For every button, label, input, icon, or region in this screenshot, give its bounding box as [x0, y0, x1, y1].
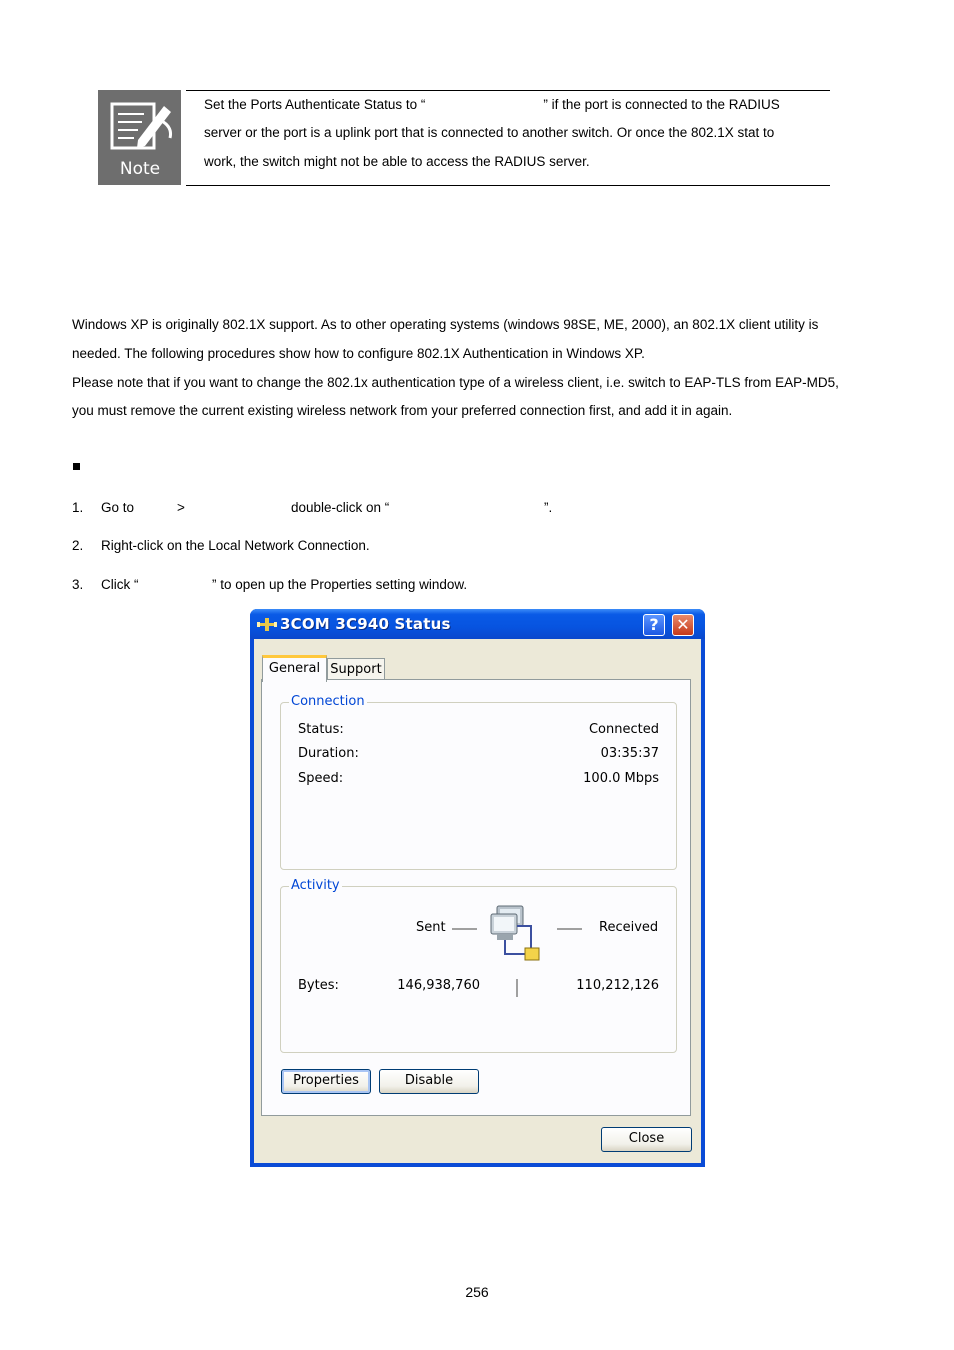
body-paragraph-1: Windows XP is originally 802.1X support. As to other operating systems (windows 98SE, ME, 2000), an 802.1X client utility is — [72, 317, 819, 332]
body-paragraph-3: Please note that if you want to change the 802.1x authentication type of a wireless client, i.e. switch to EAP-TLS from EAP-MD5, — [72, 375, 839, 390]
window-title: 3COM 3C940 Status — [280, 615, 451, 633]
duration-key: Duration: — [298, 746, 359, 761]
note-icon-label: Note — [119, 159, 161, 179]
duration-value: 03:35:37 — [600, 746, 659, 761]
window-titlebar[interactable] — [250, 609, 705, 639]
speed-key: Speed: — [298, 771, 344, 786]
step-1-text-b: > — [177, 500, 185, 515]
status-value: Connected — [588, 722, 659, 737]
window-close-button[interactable] — [672, 614, 694, 636]
status-window — [250, 609, 705, 1167]
step-1-number: 1. — [72, 500, 84, 515]
connection-group-label: Connection — [291, 694, 365, 709]
body-paragraph-2: needed. The following procedures show how to configure 802.1X Authentication in Windows XP. — [72, 346, 645, 361]
step-1-text-a: Go to — [101, 500, 135, 515]
network-connection-icon — [257, 617, 277, 636]
activity-group-label: Activity — [291, 878, 340, 893]
speed-value: 100.0 Mbps — [583, 771, 659, 786]
note-line-2: server or the port is a uplink port that is connected to another switch. Or once the 802.1X stat to — [204, 125, 775, 140]
step-3-text-b: ” to open up the Properties setting window. — [212, 577, 468, 592]
note-top-rule — [186, 90, 830, 91]
step-1-text-c: double-click on “ — [291, 500, 390, 515]
sent-line — [452, 928, 477, 930]
status-key: Status: — [298, 722, 344, 737]
close-button[interactable]: Close — [601, 1127, 692, 1152]
sent-label: Sent — [416, 920, 446, 935]
close-icon: ✕ — [676, 615, 690, 634]
step-2-text: Right-click on the Local Network Connection. — [101, 538, 370, 553]
bullet-icon — [73, 463, 80, 470]
step-3-text-a: Click “ — [101, 577, 139, 592]
tab-general[interactable]: General — [262, 655, 327, 682]
connection-group — [280, 694, 677, 870]
general-tab-panel — [261, 679, 691, 1116]
step-2-number: 2. — [72, 538, 84, 553]
activity-group — [280, 878, 677, 1053]
properties-button[interactable]: Properties — [281, 1069, 371, 1094]
tab-support[interactable]: Support — [327, 658, 385, 681]
bytes-received-value: 110,212,126 — [576, 978, 659, 993]
bytes-divider — [516, 979, 518, 997]
window-client-area — [254, 639, 701, 1163]
note-icon — [98, 90, 181, 185]
note-bottom-rule — [186, 185, 830, 186]
page-number: 256 — [465, 1284, 489, 1300]
note-line-3: work, the switch might not be able to access the RADIUS server. — [204, 154, 590, 169]
received-line — [557, 928, 582, 930]
bytes-sent-value: 146,938,760 — [397, 978, 480, 993]
step-3-number: 3. — [72, 577, 84, 592]
body-paragraph-4: you must remove the current existing wireless network from your preferred connection first, and add it in again. — [72, 403, 733, 418]
note-line-1: Set the Ports Authenticate Status to “ ” if the port is connected to the RADIUS — [204, 97, 780, 112]
step-1-text-d: ”. — [544, 500, 553, 515]
question-icon: ? — [649, 615, 659, 634]
disable-button[interactable]: Disable — [379, 1069, 479, 1094]
help-button[interactable] — [643, 614, 665, 636]
network-computers-icon — [487, 904, 547, 969]
received-label: Received — [599, 920, 659, 935]
bytes-label: Bytes: — [298, 978, 339, 993]
